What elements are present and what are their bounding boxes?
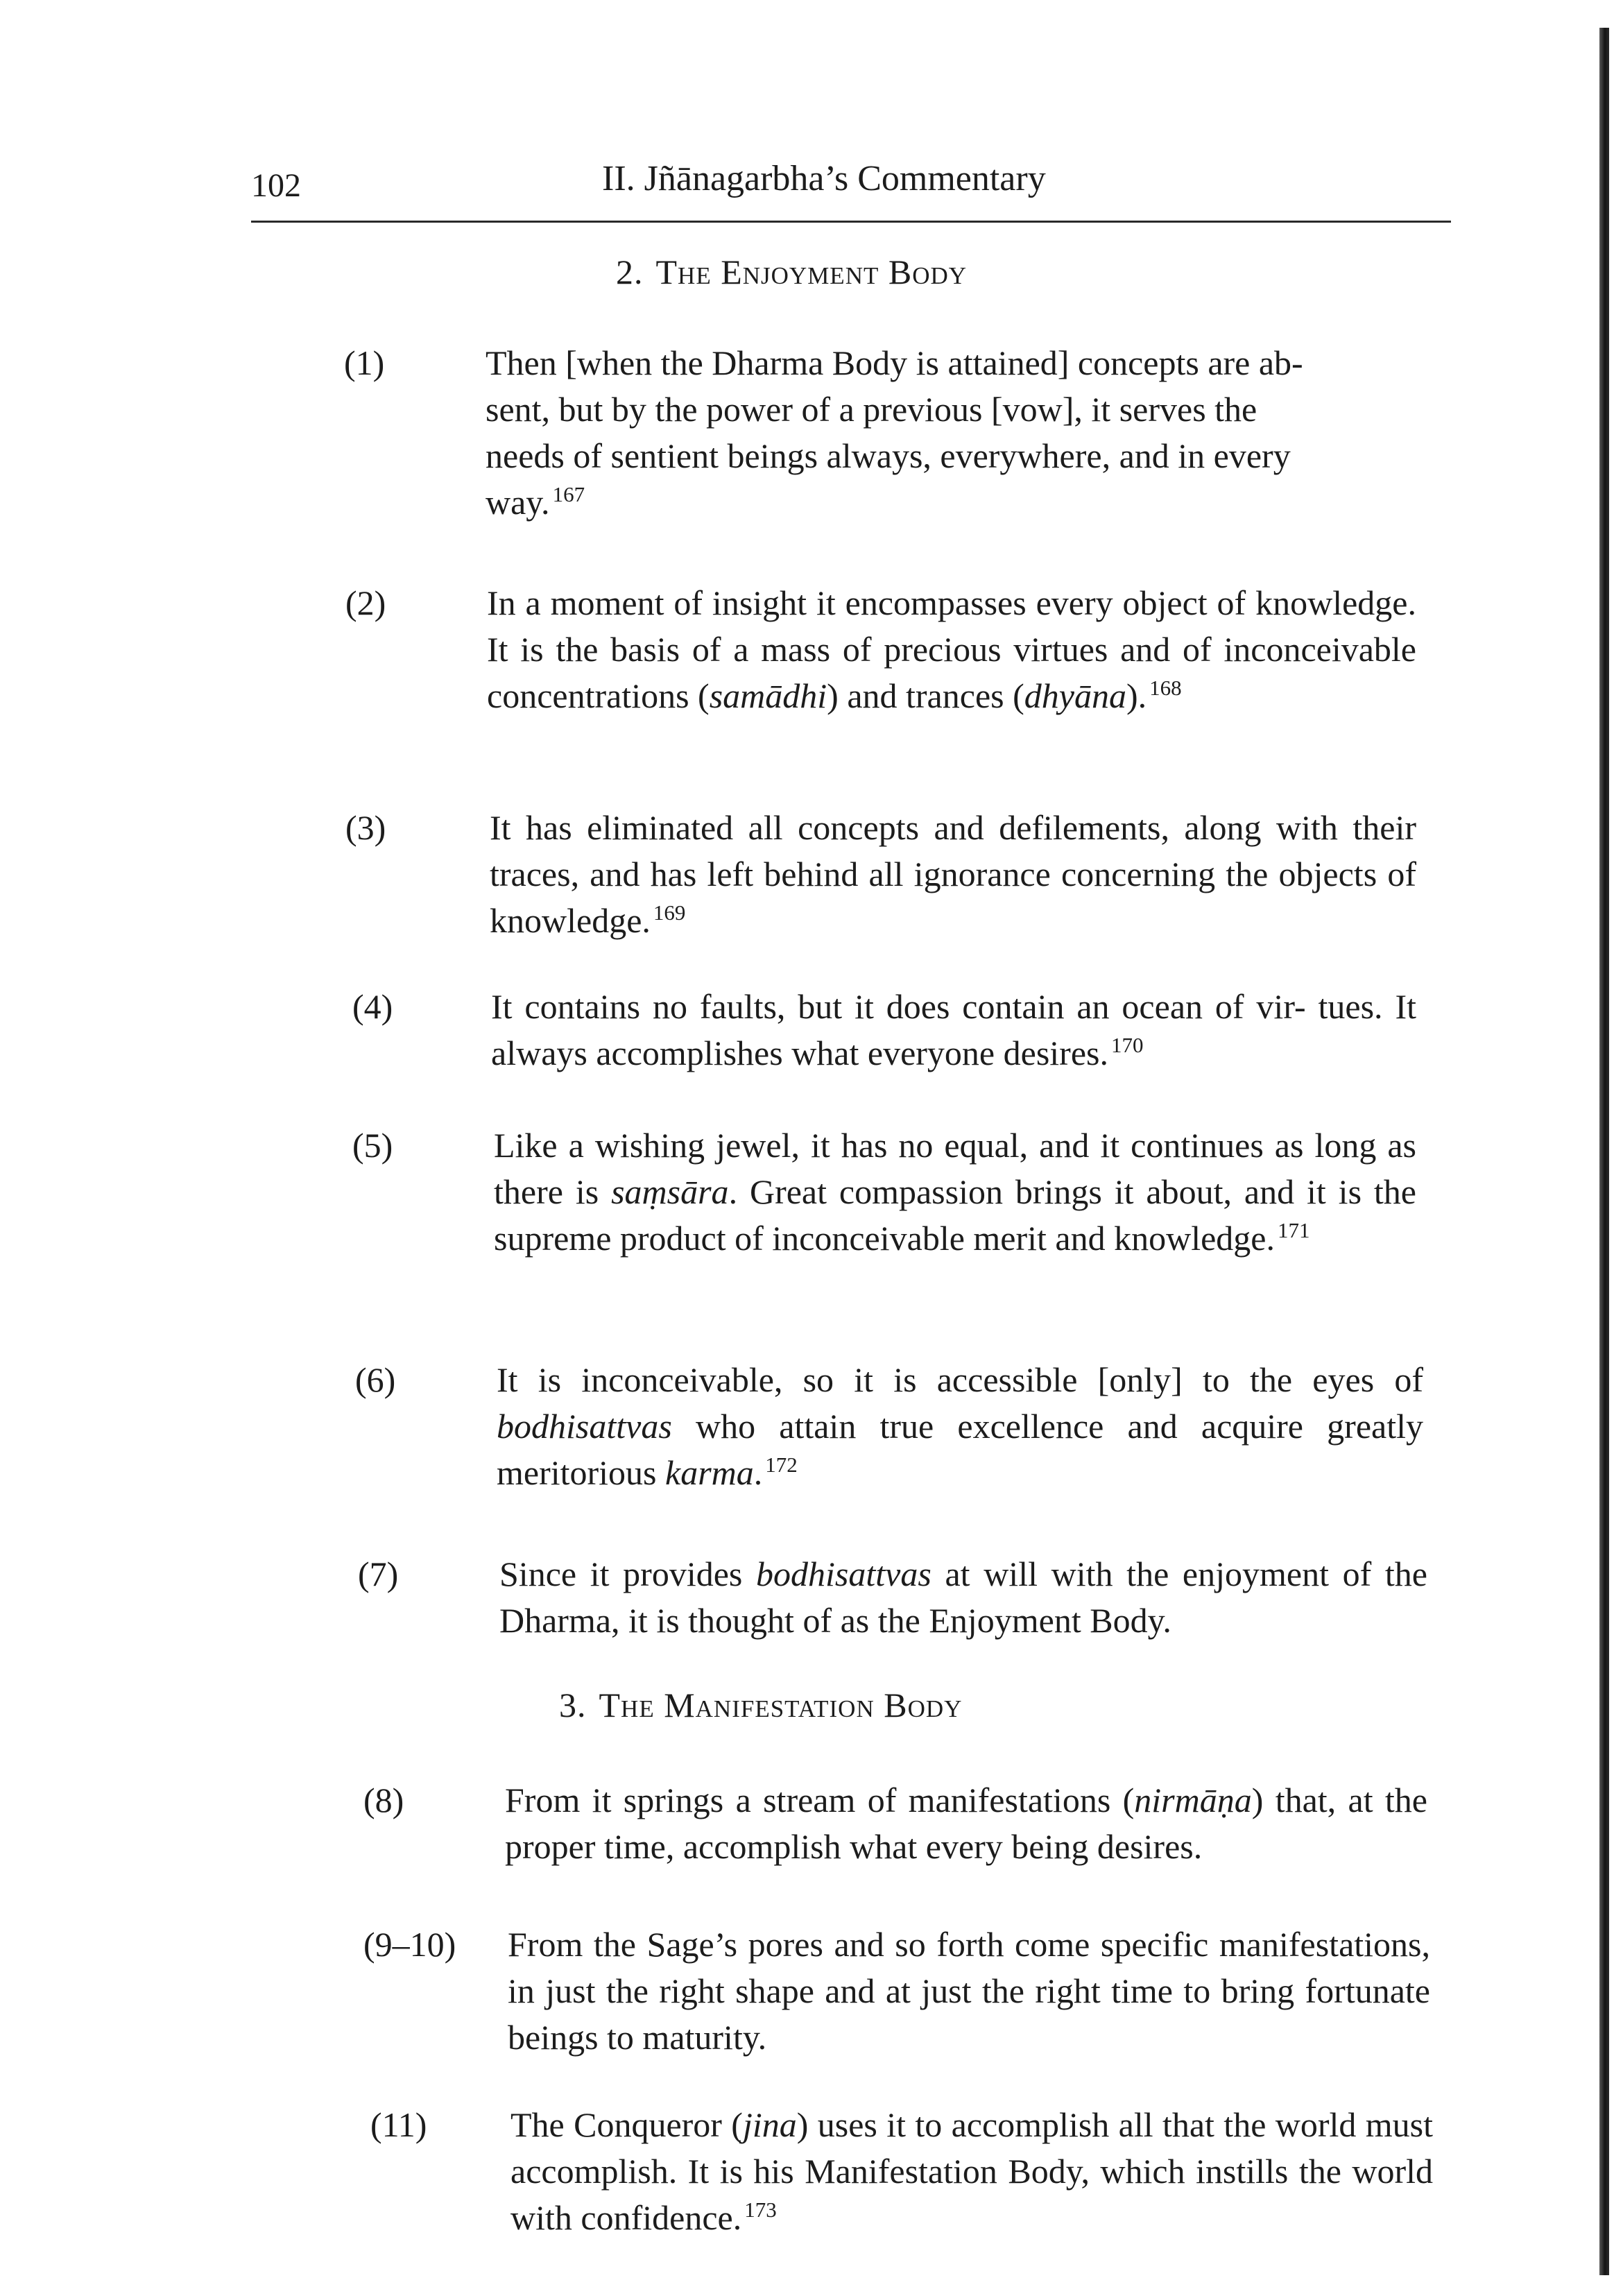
footnote-ref: 168: [1149, 676, 1182, 701]
verse-number: (7): [358, 1554, 399, 1593]
verse-text: [494, 1122, 1416, 1262]
verse-text-run: . Great compassion brings it about, and it is the supreme product of inconceivable merit and knowledge.: [494, 1172, 1416, 1258]
footnote-ref: 167: [552, 482, 585, 507]
verse-text-run: ) and trances (: [827, 676, 1024, 715]
section-heading-enjoyment-body: [616, 251, 967, 293]
footnote-ref: 173: [744, 2198, 777, 2222]
verse-text-run: From the Sage’s pores and so forth come specific manifestations, in just the right shape and at just the right time to bring fortunate beings to maturity.: [508, 1925, 1430, 2057]
verse-number: (1): [344, 343, 385, 382]
verse-number: (2): [345, 583, 386, 622]
section-heading-manifestation-body: [559, 1684, 962, 1726]
verse-line-text: way.: [486, 483, 550, 522]
verse-text-run: at will with the enjoyment of the Dharma, it is thought of as the Enjoyment Body.: [499, 1554, 1427, 1640]
verse-text-run: Like a wishing jewel, it has no equal, and it continues as long as there is: [494, 1126, 1416, 1211]
verse-text: [508, 1921, 1430, 2061]
verse-text-run: It has eliminated all concepts and defilements, along with their traces, and has left behind all ignorance concerning the objects of knowledge.: [490, 808, 1416, 940]
sanskrit-term: karma: [665, 1453, 754, 1492]
sanskrit-term: samādhi: [709, 676, 827, 715]
footnote-ref: 172: [765, 1453, 798, 1477]
verse-text: [505, 1777, 1427, 1870]
verse-text-run: It is inconceivable, so it is accessible [only] to the eyes of: [497, 1360, 1423, 1399]
verse-text-run: ) uses it to accomplish all that the world must accomplish. It is his Manifestation Body, which instills the world with confidence.: [510, 2105, 1433, 2237]
sanskrit-term: nirmāṇa: [1134, 1781, 1252, 1819]
verse-text: [486, 340, 1415, 526]
section-number: 3.: [559, 1686, 587, 1724]
header-rule: [251, 221, 1451, 223]
verse-text: [491, 984, 1416, 1077]
verse-text: [487, 580, 1416, 719]
footnote-ref: 171: [1278, 1218, 1310, 1243]
sanskrit-term: dhyāna: [1024, 676, 1126, 715]
verse-text-run: .: [753, 1453, 763, 1492]
verse-number: (11): [370, 2105, 427, 2144]
verse-text-run: From it springs a stream of manifestations (: [505, 1781, 1135, 1819]
verse-line: Then [when the Dharma Body is attained] concepts are ab-: [486, 343, 1303, 382]
sanskrit-term: bodhisattvas: [756, 1554, 931, 1593]
verse-text: [510, 2102, 1433, 2241]
verse-text-run: ).: [1126, 676, 1147, 715]
section-title: The Enjoyment Body: [655, 252, 968, 291]
verse-number: (5): [352, 1126, 393, 1165]
verse-text: [490, 805, 1416, 944]
verse-line: [486, 479, 1415, 526]
page-number: 102: [251, 167, 301, 204]
running-head: II. Jñānagarbha’s Commentary: [602, 159, 1046, 198]
verse-number: (3): [345, 808, 386, 847]
verse-text-run: who attain true excellence and acquire greatly meritorious: [497, 1407, 1423, 1492]
verse-line: needs of sentient beings always, everywhere, and in every: [486, 436, 1291, 475]
verse-text-run: In a moment of insight it encompasses every object of knowledge. It is the basis of a mass of precious virtues and of inconceivable concentrations (: [487, 583, 1416, 715]
verse-text-run: ) that, at the proper time, accomplish what every being desires.: [505, 1781, 1427, 1866]
verse-text-run: Since it provides: [499, 1554, 757, 1593]
verse-text-run: The Conqueror (: [510, 2105, 743, 2144]
verse-number: (4): [352, 987, 393, 1026]
footnote-ref: 170: [1110, 1033, 1144, 1058]
verse-text: [497, 1357, 1423, 1496]
verse-line: sent, but by the power of a previous [vow], it serves the: [486, 390, 1257, 429]
sanskrit-term: bodhisattvas: [497, 1407, 672, 1446]
sanskrit-term: saṃsāra: [611, 1172, 729, 1211]
footnote-ref: 169: [653, 900, 686, 925]
sanskrit-term: jina: [742, 2105, 797, 2144]
verse-text-run: It contains no faults, but it does contain an ocean of vir- tues. It always accomplishes what everyone desires.: [491, 987, 1416, 1072]
section-number: 2.: [616, 252, 644, 291]
section-title: The Manifestation Body: [599, 1686, 963, 1724]
verse-number: (8): [363, 1781, 404, 1819]
scan-page-edge: [1599, 28, 1609, 2275]
verse-number: (9–10): [363, 1925, 456, 1964]
verse-number: (6): [355, 1360, 396, 1399]
verse-text: [499, 1551, 1427, 1644]
